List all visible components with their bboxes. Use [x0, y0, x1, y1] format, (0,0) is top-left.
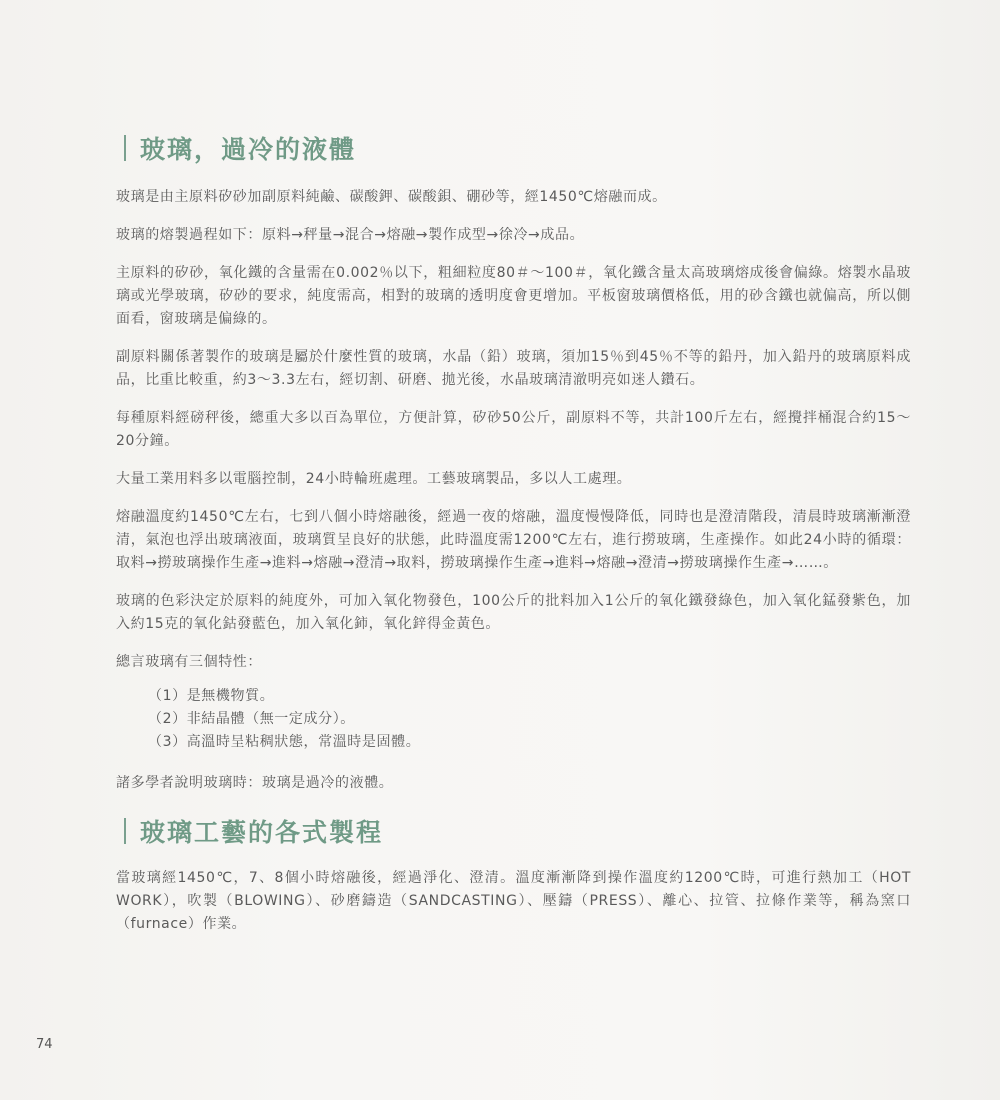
closing-paragraph: 諸多學者說明玻璃時：玻璃是過冷的液體。 — [116, 775, 394, 791]
section-heading-glass-supercooled-liquid — [124, 130, 911, 166]
paragraph: 當玻璃經1450℃，7、8個小時熔融後，經過淨化、澄清。溫度漸漸降到操作溫度約1200℃時，可進行熱加工（HOT WORK），吹製（BLOWING）、砂磨鑄造（SANDCASTING）、壓鑄（PRESS）、離心、拉管、拉條作業等，稱為窯口（furnace）作業。 — [116, 870, 911, 932]
heading-bar — [124, 135, 126, 161]
paragraph: 每種原料經磅秤後，總重大多以百為單位，方便計算，矽砂50公斤，副原料不等，共計100斤左右，經攪拌桶混合約15～20分鐘。 — [116, 410, 911, 449]
paragraph: 玻璃是由主原料矽砂加副原料純鹼、碳酸鉀、碳酸鋇、硼砂等，經1450℃熔融而成。 — [116, 189, 667, 205]
section-title: 玻璃，過冷的液體 — [140, 135, 357, 164]
properties-list — [148, 685, 911, 754]
paragraph: 熔融溫度約1450℃左右，七到八個小時熔融後，經過一夜的熔融，溫度慢慢降低，同時也是澄清階段，清晨時玻璃漸漸澄清，氣泡也浮出玻璃液面，玻璃質呈良好的狀態，此時溫度需1200℃左右，進行撈玻璃，生產操作。如此24小時的循環：取料→撈玻璃操作生產→進料→熔融→澄清→取料，撈玻璃操作生產→進料→熔融→澄清→撈玻璃操作生產→……。 — [116, 509, 911, 571]
list-item: （1）是無機物質。 — [148, 688, 275, 704]
list-item: （3）高溫時呈粘稠狀態，常溫時是固體。 — [148, 734, 421, 750]
paragraph: 玻璃的色彩決定於原料的純度外，可加入氧化物發色，100公斤的批料加入1公斤的氧化鐵發綠色，加入氧化錳發紫色，加入約15克的氧化鈷發藍色，加入氧化鈰，氧化鋅得金黃色。 — [116, 593, 911, 632]
list-item: （2）非結晶體（無一定成分）。 — [148, 711, 355, 727]
heading-bar — [124, 818, 126, 844]
paragraph: 主原料的矽砂，氧化鐵的含量需在0.002％以下，粗細粒度80＃～100＃，氧化鐵含量太高玻璃熔成後會偏綠。熔製水晶玻璃或光學玻璃，矽砂的要求，純度需高，相對的玻璃的透明度會更增加。平板窗玻璃價格低，用的砂含鐵也就偏高，所以側面看，窗玻璃是偏綠的。 — [116, 265, 911, 327]
page-content — [116, 130, 911, 951]
page-number: 74 — [36, 1037, 53, 1052]
paragraph: 大量工業用料多以電腦控制，24小時輪班處理。工藝玻璃製品，多以人工處理。 — [116, 471, 632, 487]
section-heading-glass-craft-processes — [124, 813, 911, 849]
paragraph: 總言玻璃有三個特性： — [116, 654, 262, 670]
paragraph: 玻璃的熔製過程如下：原料→秤量→混合→熔融→製作成型→徐冷→成品。 — [116, 227, 585, 243]
section-title: 玻璃工藝的各式製程 — [140, 818, 384, 847]
paragraph: 副原料關係著製作的玻璃是屬於什麼性質的玻璃，水晶（鉛）玻璃，須加15％到45％不等的鉛丹，加入鉛丹的玻璃原料成品，比重比較重，約3～3.3左右，經切割、研磨、拋光後，水晶玻璃清澈明亮如迷人鑽石。 — [116, 349, 911, 388]
